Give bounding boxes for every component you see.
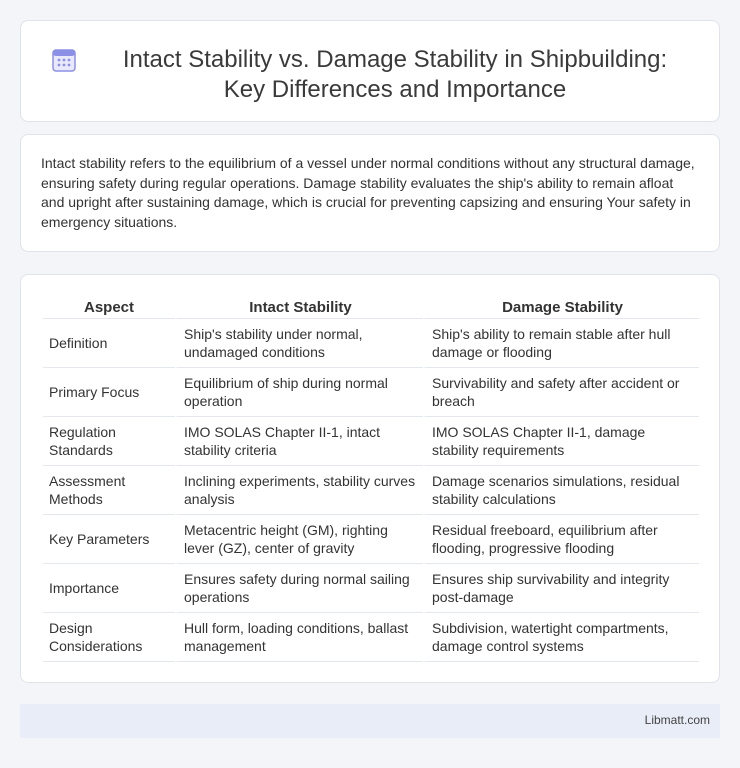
- calendar-icon: [51, 47, 77, 73]
- intro-card: [20, 134, 720, 252]
- row-intact: Equilibrium of ship during normal operation: [175, 368, 423, 417]
- row-damage: IMO SOLAS Chapter II-1, damage stability requirements: [423, 417, 699, 466]
- row-damage: Subdivision, watertight compartments, damage control systems: [423, 613, 699, 662]
- row-intact: Inclining experiments, stability curves analysis: [175, 466, 423, 515]
- row-aspect: Importance: [43, 564, 175, 613]
- footer-bar: [20, 704, 720, 738]
- intro-paragraph: Intact stability refers to the equilibrium of a vessel under normal conditions without any structural damage, ensuring safety during regular operations. Damage stability evaluates the ship's ability to remain afloat and upright after sustaining damage, which is crucial for preventing capsizing and ensuring Your safety in emergency situations.: [41, 155, 695, 230]
- table-row: [43, 417, 699, 466]
- comparison-table: [43, 297, 699, 662]
- page-title: Intact Stability vs. Damage Stability in Shipbuilding: Key Differences and Importance: [122, 46, 668, 103]
- table-header-row: [43, 297, 699, 319]
- comparison-card: [20, 274, 720, 683]
- row-aspect: Primary Focus: [43, 368, 175, 417]
- row-intact: Ensures safety during normal sailing operations: [175, 564, 423, 613]
- row-damage: Residual freeboard, equilibrium after flooding, progressive flooding: [423, 515, 699, 564]
- row-intact: Metacentric height (GM), righting lever (GZ), center of gravity: [175, 515, 423, 564]
- header-aspect: Aspect: [43, 297, 175, 319]
- title-card: [20, 20, 720, 122]
- row-aspect: Regulation Standards: [43, 417, 175, 466]
- table-row: [43, 564, 699, 613]
- table-row: [43, 613, 699, 662]
- row-aspect: Assessment Methods: [43, 466, 175, 515]
- header-intact-stability: Intact Stability: [175, 297, 423, 319]
- row-intact: IMO SOLAS Chapter II-1, intact stability criteria: [175, 417, 423, 466]
- row-intact: Ship's stability under normal, undamaged conditions: [175, 319, 423, 368]
- row-aspect: Key Parameters: [43, 515, 175, 564]
- row-damage: Ensures ship survivability and integrity post-damage: [423, 564, 699, 613]
- footer-site-link[interactable]: Libmatt.com: [644, 713, 710, 727]
- header-damage-stability: Damage Stability: [423, 297, 699, 319]
- row-intact: Hull form, loading conditions, ballast management: [175, 613, 423, 662]
- row-aspect: Design Considerations: [43, 613, 175, 662]
- table-row: [43, 515, 699, 564]
- row-damage: Damage scenarios simulations, residual stability calculations: [423, 466, 699, 515]
- table-row: [43, 466, 699, 515]
- row-damage: Ship's ability to remain stable after hull damage or flooding: [423, 319, 699, 368]
- table-row: [43, 319, 699, 368]
- table-row: [43, 368, 699, 417]
- row-damage: Survivability and safety after accident or breach: [423, 368, 699, 417]
- row-aspect: Definition: [43, 319, 175, 368]
